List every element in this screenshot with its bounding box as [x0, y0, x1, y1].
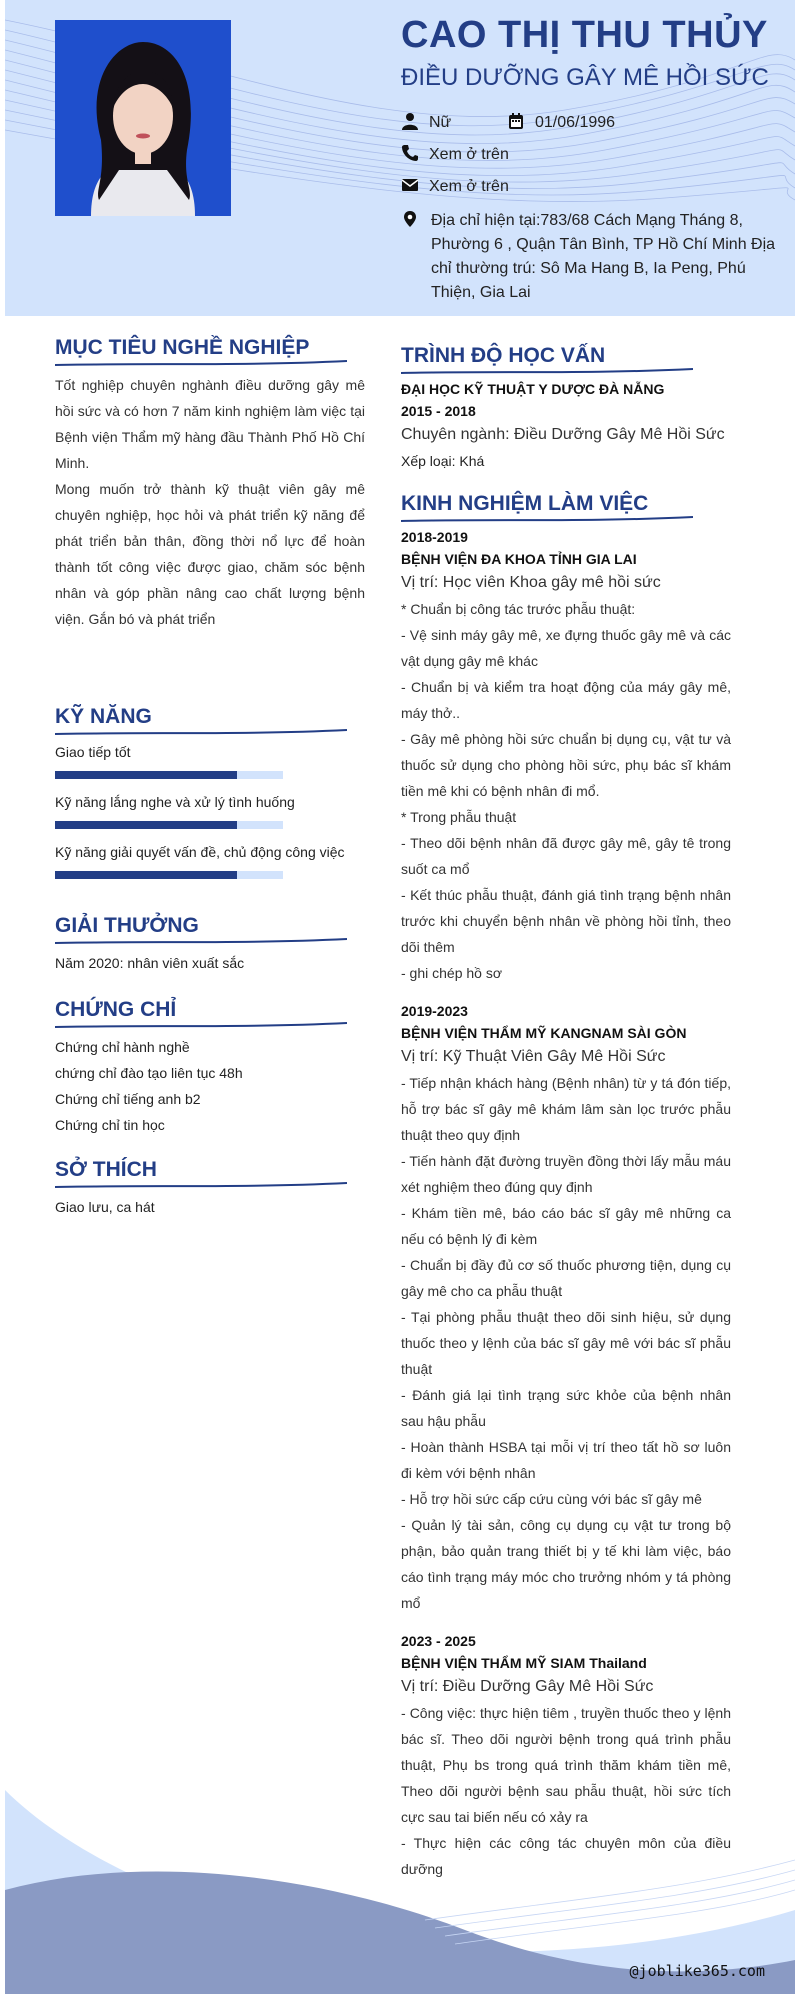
skills-section [55, 705, 365, 889]
job-position: Vị trí: Học viên Khoa gây mê hồi sức [401, 574, 661, 591]
job-entry [401, 526, 731, 986]
objective-section [55, 336, 365, 632]
hobbies-section [55, 1158, 365, 1220]
job-years: 2018-2019 [401, 529, 468, 545]
skills-list [55, 739, 365, 879]
certificates-section [55, 998, 365, 1138]
heading-underline [401, 368, 693, 376]
person-icon [401, 112, 419, 130]
job-entry [401, 1000, 731, 1616]
job-company: BỆNH VIỆN THẨM MỸ SIAM Thailand [401, 1655, 647, 1671]
dob-value: 01/06/1996 [535, 114, 616, 131]
job-detail: - Thực hiện các công tác chuyên môn của điều dưỡng [401, 1835, 731, 1877]
job-company: BỆNH VIỆN THẨM MỸ KANGNAM SÀI GÒN [401, 1025, 687, 1041]
candidate-title: ĐIỀU DƯỠNG GÂY MÊ HỒI SỨC [401, 64, 769, 91]
certificates-heading: CHỨNG CHỈ [55, 998, 177, 1021]
job-detail: - ghi chép hồ sơ [401, 965, 503, 981]
job-detail: - Chuẩn bị và kiểm tra hoạt động của máy gây mê, máy thở.. [401, 679, 731, 721]
job-detail: - Tiếp nhận khách hàng (Bệnh nhân) từ y tá đón tiếp, hỗ trợ bác sĩ gây mê khám lâm sàn lọc trước phẫu thuật theo quy định [401, 1075, 731, 1143]
job-years: 2023 - 2025 [401, 1633, 476, 1649]
skill-label: Kỹ năng giải quyết vấn đề, chủ động công việc [55, 844, 345, 860]
email-row [401, 176, 509, 196]
job-detail: - Tại phòng phẫu thuật theo dõi sinh hiệu, sử dụng thuốc theo y lệnh của bác sĩ gây mê với bác sĩ phẫu thuật [401, 1309, 731, 1377]
job-position: Vị trí: Điều Dưỡng Gây Mê Hồi Sức [401, 1678, 654, 1695]
skill-level-fill [55, 821, 237, 829]
job-detail: - Gây mê phòng hồi sức chuẩn bị dụng cụ, vật tư và thuốc sử dụng cho phòng hồi sức, phụ bác sĩ khám tiền mê khi có bệnh nhân đi mổ. [401, 731, 731, 799]
certificate-item: Chứng chỉ tin học [55, 1117, 165, 1133]
gender-value: Nữ [429, 114, 452, 131]
skill-level-bar [55, 871, 283, 879]
job-detail: - Công việc: thực hiện tiêm , truyền thuốc theo y lệnh bác sĩ. Theo dõi người bệnh trong quá trình phẫu thuật, Phụ bs trong quá trình thăm khám tiền mê, Theo dõi người bệnh sau phẫu thuật, hồi sức tích cực sau tai biến nếu có xảy ra [401, 1705, 731, 1825]
calendar-icon [507, 112, 525, 130]
job-detail: - Hoàn thành HSBA tại mỗi vị trí theo tất hồ sơ luôn đi kèm với bệnh nhân [401, 1439, 731, 1481]
heading-underline [55, 729, 347, 737]
candidate-name: CAO THỊ THU THỦY [401, 14, 768, 56]
education-section [401, 344, 731, 474]
education-major: Chuyên ngành: Điều Dưỡng Gây Mê Hồi Sức [401, 426, 725, 443]
job-detail: - Khám tiền mê, báo cáo bác sĩ gây mê những ca nếu có bệnh lý đi kèm [401, 1205, 731, 1247]
skill-label: Giao tiếp tốt [55, 744, 131, 760]
hobbies-heading: SỞ THÍCH [55, 1158, 157, 1181]
job-detail: - Vệ sinh máy gây mê, xe đựng thuốc gây mê và các vật dụng gây mê khác [401, 627, 731, 669]
resume-page [5, 0, 795, 1994]
phone-icon [401, 144, 419, 162]
skills-heading: KỸ NĂNG [55, 705, 152, 728]
skill-label: Kỹ năng lắng nghe và xử lý tình huống [55, 794, 295, 810]
heading-underline [401, 516, 693, 524]
skill-level-bar [55, 821, 283, 829]
heading-underline [55, 938, 347, 946]
award-item: Năm 2020: nhân viên xuất sắc [55, 955, 245, 971]
experience-heading: KINH NGHIỆM LÀM VIỆC [401, 492, 649, 515]
education-years: 2015 - 2018 [401, 403, 476, 419]
gender-row [401, 112, 451, 132]
address-value: Địa chỉ hiện tại:783/68 Cách Mạng Tháng 8, Phường 6 , Quận Tân Bình, TP Hồ Chí Minh Địa chỉ thường trú: Sô Ma Hang B, Ia Peng, Phú Thiện, Gia Lai [431, 212, 776, 301]
certificate-item: chứng chỉ đào tạo liên tục 48h [55, 1065, 243, 1081]
location-row [401, 210, 429, 230]
resume-header [5, 0, 795, 316]
job-detail: - Tiến hành đặt đường truyền đồng thời lấy mẫu máu xét nghiệm theo đúng quy định [401, 1153, 731, 1195]
heading-underline [55, 360, 347, 368]
job-detail: - Quản lý tài sản, công cụ dụng cụ vật tư trong bộ phận, bảo quản trang thiết bị y tế khi làm việc, báo cáo tình trạng máy móc cho trưởng nhóm y tá phòng mổ [401, 1517, 731, 1611]
job-detail: - Đánh giá lại tình trạng sức khỏe của bệnh nhân sau hậu phẫu [401, 1387, 731, 1429]
job-position: Vị trí: Kỹ Thuật Viên Gây Mê Hồi Sức [401, 1048, 666, 1065]
certificate-item: Chứng chỉ tiếng anh b2 [55, 1091, 201, 1107]
awards-section [55, 914, 365, 976]
skill-level-fill [55, 871, 237, 879]
education-school: ĐẠI HỌC KỸ THUẬT Y DƯỢC ĐÀ NẴNG [401, 381, 665, 397]
hobby-item: Giao lưu, ca hát [55, 1199, 155, 1215]
certificate-item: Chứng chỉ hành nghề [55, 1039, 190, 1055]
education-heading: TRÌNH ĐỘ HỌC VẤN [401, 344, 606, 367]
objective-heading: MỤC TIÊU NGHỀ NGHIỆP [55, 336, 310, 359]
job-detail: - Theo dõi bệnh nhân đã được gây mê, gây tê trong suốt ca mổ [401, 835, 731, 877]
job-detail: - Hỗ trợ hồi sức cấp cứu cùng với bác sĩ gây mê [401, 1491, 702, 1507]
job-detail: - Chuẩn bị đầy đủ cơ số thuốc phương tiện, dụng cụ gây mê cho ca phẫu thuật [401, 1257, 731, 1299]
dob-row [507, 112, 615, 132]
education-grade: Xếp loại: Khá [401, 453, 485, 469]
email-value: Xem ở trên [429, 178, 509, 195]
jobs-list [401, 526, 731, 1882]
skill-level-bar [55, 771, 283, 779]
heading-underline [55, 1182, 347, 1190]
job-detail: - Kết thúc phẫu thuật, đánh giá tình trạng bệnh nhân trước khi chuyển bệnh nhân về phòng hồi tỉnh, theo dõi thêm [401, 887, 731, 955]
experience-section [401, 492, 731, 1882]
phone-row [401, 144, 509, 164]
email-icon [401, 176, 419, 194]
job-detail: * Trong phẫu thuật [401, 809, 517, 825]
profile-photo [55, 20, 231, 216]
heading-underline [55, 1022, 347, 1030]
job-detail: * Chuẩn bị công tác trước phẫu thuật: [401, 601, 636, 617]
job-company: BỆNH VIỆN ĐA KHOA TỈNH GIA LAI [401, 551, 637, 567]
phone-value: Xem ở trên [429, 146, 509, 163]
skill-level-fill [55, 771, 237, 779]
footer-watermark: @joblike365.com [629, 1962, 765, 1980]
objective-paragraph-2: Mong muốn trở thành kỹ thuật viên gây mê chuyên nghiệp, học hỏi và phát triển kỹ năng để phát triển bản thân, đồng thời nổ lực để hoàn thành tốt công việc được giao, chăm sóc bệnh nhân và góp phần nâng cao chất lượng bệnh viện. Gắn bó và phát triển [55, 481, 365, 627]
objective-paragraph-1: Tốt nghiệp chuyên nghành điều dưỡng gây mê hồi sức và có hơn 7 năm kinh nghiệm làm việc tại Bệnh viện Thẩm mỹ hàng đầu Thành Phố Hồ Chí Minh. [55, 377, 365, 471]
job-years: 2019-2023 [401, 1003, 468, 1019]
awards-heading: GIẢI THƯỞNG [55, 914, 199, 937]
location-icon [401, 210, 419, 228]
